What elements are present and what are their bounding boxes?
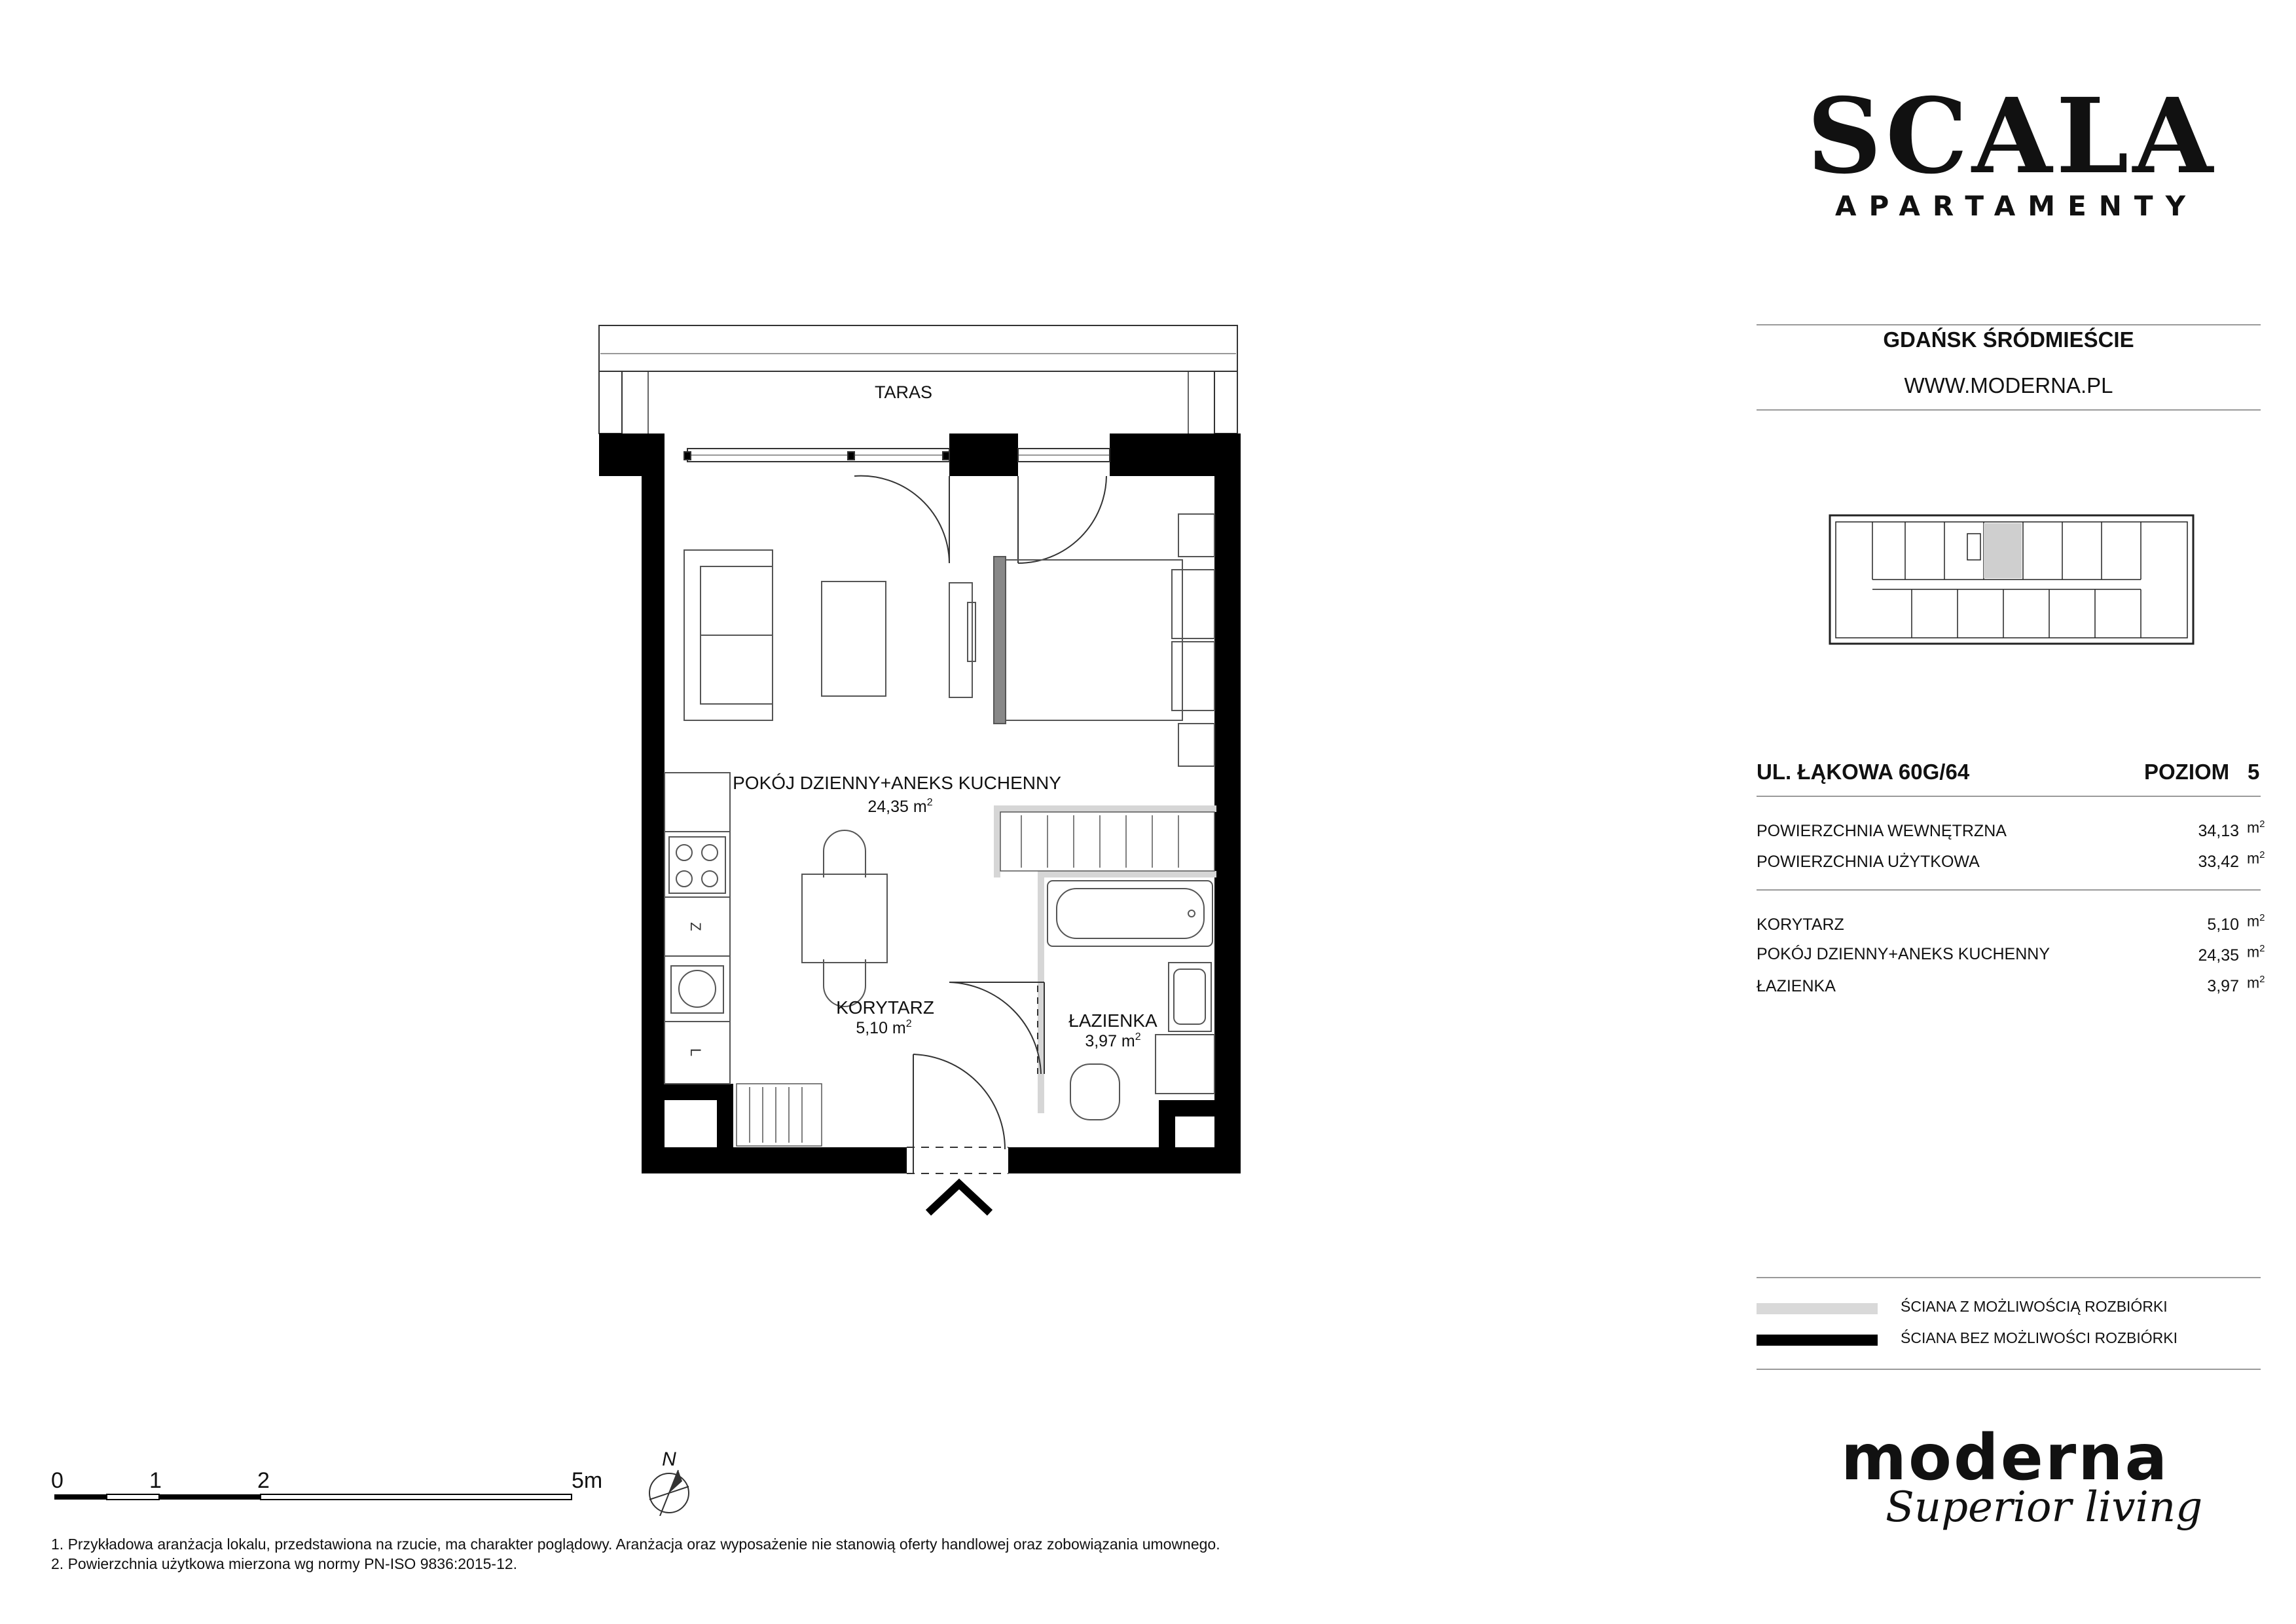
fridge-mark: L: [687, 1048, 704, 1057]
developer-logo: moderna: [1841, 1421, 2170, 1494]
floor-plan: [589, 314, 1277, 1231]
footnote: 1. Przykładowa aranżacja lokalu, przedstawiona na rzucie, ma charakter poglądowy. Aranżacja oraz wyposażenie nie stanowią oferty handlowej oraz zobowiązania umownego.: [51, 1536, 1220, 1553]
area-unit: $m^2$: [2247, 849, 2265, 867]
brand-logo-title: SCALA: [1807, 76, 2217, 197]
terrace: [599, 325, 1237, 434]
unit-address: UL. ŁĄKOWA 60G/64: [1757, 760, 1970, 784]
corridor-area: 5,10 $m^2$: [856, 1018, 912, 1037]
brand-logo-subtitle: APARTAMENTY: [1835, 190, 2198, 222]
living-room-label: POKÓJ DZIENNY+ANEKS KUCHENNY: [733, 773, 1061, 793]
room-label: ŁAZIENKA: [1757, 977, 1836, 995]
scale-tick-label: 1: [149, 1468, 162, 1493]
dining-table: [802, 830, 887, 1006]
legend-swatch-structural-wall: [1757, 1335, 1878, 1346]
scale-bar: [39, 1444, 733, 1516]
entrance-arrow-icon: [928, 1184, 990, 1213]
level-label: POZIOM: [2144, 760, 2230, 784]
room-unit: $m^2$: [2247, 943, 2265, 961]
area-label: POWIERZCHNIA UŻYTKOWA: [1757, 853, 1980, 871]
level-value: 5: [2248, 760, 2260, 784]
room-label: POKÓJ DZIENNY+ANEKS KUCHENNY: [1757, 945, 2050, 963]
freezer-mark: Z: [687, 922, 704, 931]
terrace-label: TARAS: [874, 382, 933, 402]
entry-cabinet: [737, 1084, 822, 1146]
wardrobe: [1000, 812, 1214, 871]
bed: [994, 514, 1214, 766]
building-key-plan: [1827, 507, 2200, 652]
legend-swatch-removable-wall: [1757, 1303, 1878, 1314]
room-label: KORYTARZ: [1757, 915, 1844, 934]
scale-tick-label: 0: [51, 1468, 64, 1493]
scale-tick-label: 2: [257, 1468, 270, 1493]
windows: [684, 449, 1110, 462]
door-swings: [854, 476, 1106, 563]
room-unit: $m^2$: [2247, 912, 2265, 930]
footnote: 2. Powierzchnia użytkowa mierzona wg normy PN-ISO 9836:2015-12.: [51, 1555, 518, 1572]
divider: [1757, 889, 2261, 891]
sofa: [684, 550, 773, 720]
developer-tagline: Superior living: [1886, 1483, 2203, 1532]
corridor-label: KORYTARZ: [836, 997, 934, 1018]
divider: [1757, 1369, 2261, 1370]
divider: [1757, 1277, 2261, 1278]
legend-label: ŚCIANA BEZ MOŻLIWOŚCI ROZBIÓRKI: [1901, 1329, 2178, 1346]
north-label: N: [662, 1449, 676, 1470]
room-unit: $m^2$: [2247, 974, 2265, 991]
north-arrow-icon: [649, 1470, 689, 1516]
city-district: GDAŃSK ŚRÓDMIEŚCIE: [1883, 327, 2134, 352]
living-room-area: 24,35 $m^2$: [867, 797, 933, 816]
bathroom-label: ŁAZIENKA: [1068, 1010, 1157, 1031]
scale-tick-label: 5m: [572, 1468, 603, 1493]
area-value: 34,13: [2198, 822, 2239, 840]
website-link[interactable]: WWW.MODERNA.PL: [1904, 373, 2113, 397]
bathroom-area: 3,97 $m^2$: [1085, 1031, 1141, 1050]
legend-label: ŚCIANA Z MOŻLIWOŚCIĄ ROZBIÓRKI: [1901, 1298, 2168, 1315]
removable-walls: [994, 805, 1216, 1113]
room-value: 5,10: [2207, 915, 2239, 934]
room-value: 24,35: [2198, 946, 2239, 965]
divider: [1757, 409, 2261, 411]
tv-unit: [949, 583, 975, 697]
entrance-door: [907, 1054, 1008, 1173]
room-value: 3,97: [2207, 977, 2239, 995]
divider: [1757, 796, 2261, 797]
bathroom-fixtures: [1048, 881, 1214, 1120]
divider: [1757, 324, 2261, 325]
corridor-door: [949, 982, 1044, 1074]
area-value: 33,42: [2198, 853, 2239, 871]
area-label: POWIERZCHNIA WEWNĘTRZNA: [1757, 822, 2007, 840]
area-unit: $m^2$: [2247, 819, 2265, 836]
coffee-table: [822, 581, 886, 696]
